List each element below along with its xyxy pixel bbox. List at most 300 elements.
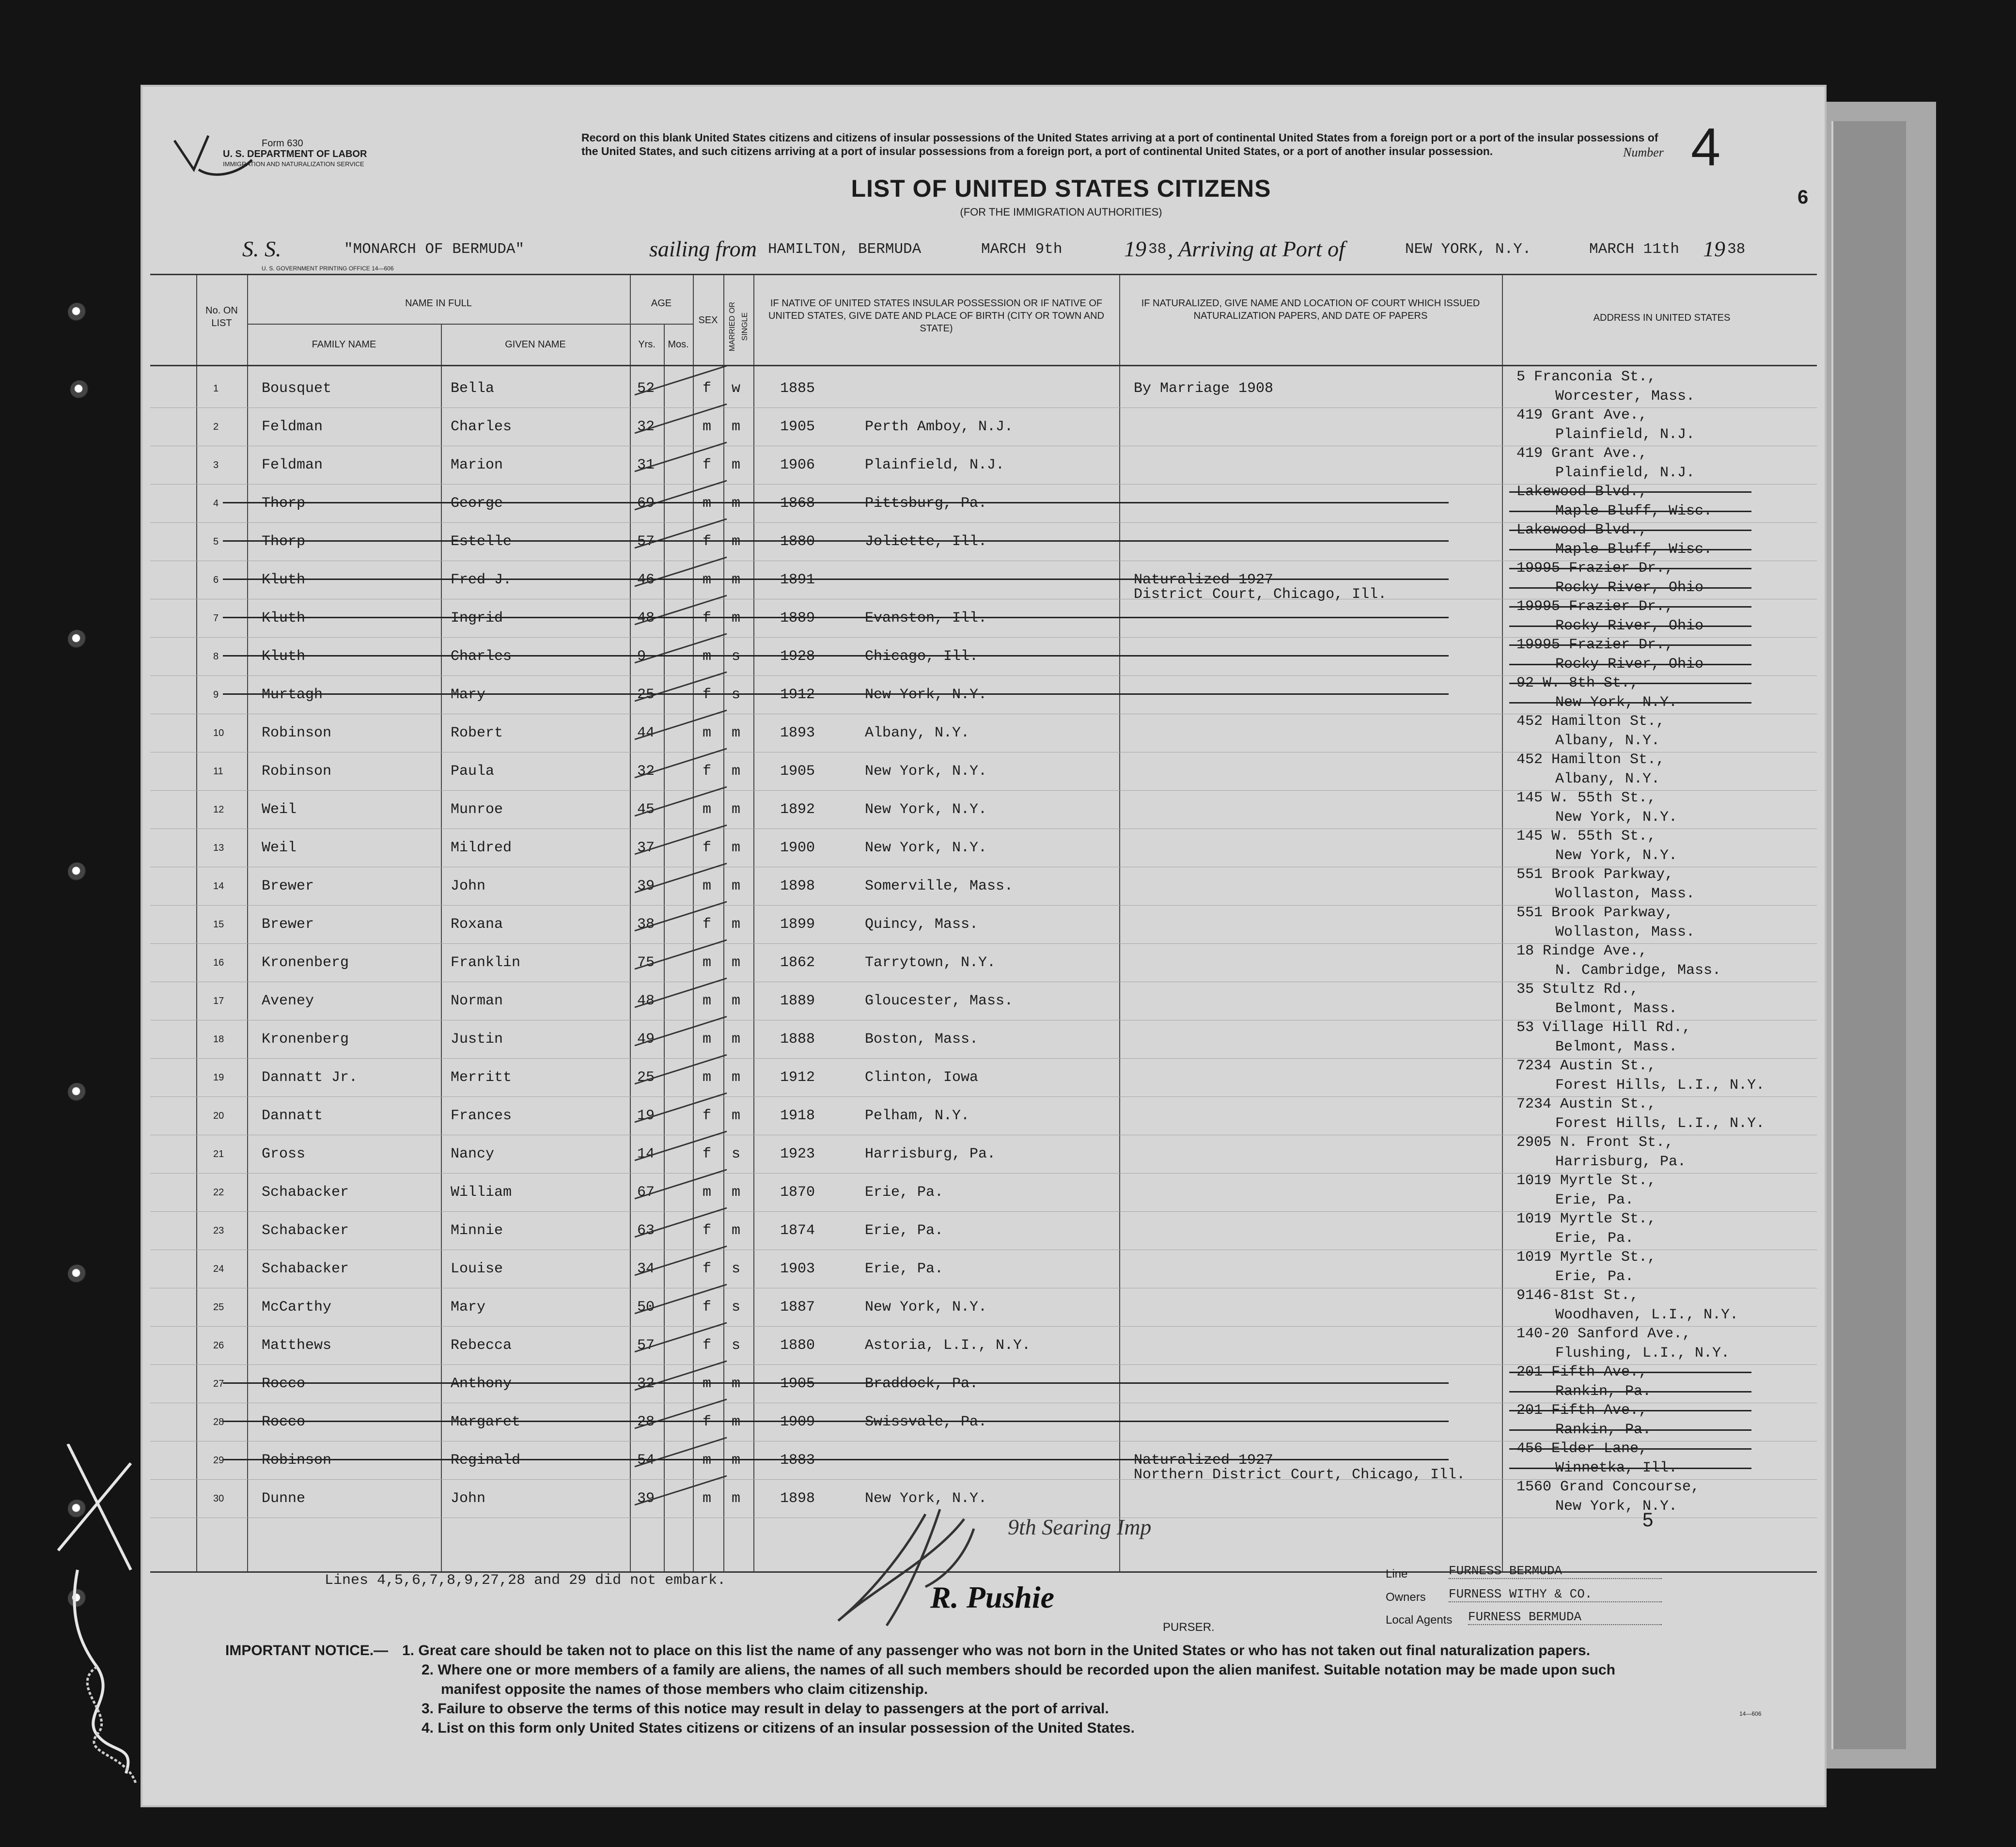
marital-status: m: [732, 1376, 741, 1392]
header-naturalized: IF NATURALIZED, GIVE NAME AND LOCATION OF COURT WHICH ISSUED NATURALIZATION PAPERS, AND DATE OF PAPERS: [1141, 298, 1480, 321]
row-number: 13: [213, 843, 224, 853]
address-city: Rocky River, Ohio: [1555, 656, 1704, 673]
inspector-check-mark: [630, 859, 741, 897]
birth-year: 1862: [780, 955, 815, 971]
birth-place: Chicago, Ill.: [865, 648, 979, 665]
marital-status: s: [732, 1261, 741, 1277]
row-number: 2: [213, 422, 219, 432]
address-street: 5 Franconia St.,: [1516, 369, 1657, 385]
birth-year: 1891: [780, 572, 815, 588]
sex: f: [703, 610, 712, 626]
ss-label: S. S.: [242, 236, 281, 261]
marital-status: m: [732, 1414, 741, 1430]
marital-status: m: [732, 457, 741, 473]
table-row: [150, 1250, 1817, 1288]
family-name: Dannatt: [262, 1108, 323, 1124]
birth-year: 1899: [780, 916, 815, 933]
row-number: 1: [213, 383, 219, 394]
family-name: Kluth: [262, 572, 306, 588]
birth-year: 1885: [780, 380, 815, 397]
address-city: New York, N.Y.: [1555, 809, 1678, 826]
sex: f: [703, 1146, 712, 1162]
sex: f: [703, 457, 712, 473]
sex: f: [703, 1108, 712, 1124]
marital-status: s: [732, 1146, 741, 1162]
strike-through-line: [1509, 549, 1751, 550]
birth-place: Plainfield, N.J.: [865, 457, 1005, 473]
table-row: [150, 1059, 1817, 1096]
family-name: Weil: [262, 801, 297, 818]
inspector-check-mark: [630, 782, 741, 821]
strike-through-line: [1509, 626, 1751, 627]
address-street: 18 Rindge Ave.,: [1516, 943, 1648, 959]
list-number: 4: [1691, 117, 1721, 177]
notice-item-1: 1. Great care should be taken not to place on this list the name of any passenger who was not born in the United States or who has not taken out final naturalization papers.: [402, 1643, 1591, 1659]
marital-status: m: [732, 610, 741, 626]
table-row: [150, 944, 1817, 982]
given-name: Bella: [451, 380, 495, 397]
address-city: Rocky River, Ohio: [1555, 618, 1704, 634]
birth-place: Braddock, Pa.: [865, 1376, 979, 1392]
given-name: Louise: [451, 1261, 503, 1277]
strike-through-line: [1509, 530, 1751, 531]
birth-year: 1903: [780, 1261, 815, 1277]
table-row: [150, 1174, 1817, 1211]
sex: m: [703, 1490, 712, 1507]
naturalization: Naturalized 1927: [1134, 1452, 1274, 1469]
sex: f: [703, 1414, 712, 1430]
row-number: 9: [213, 689, 219, 700]
age-years: 54: [637, 1452, 655, 1469]
address-street: 92 W. 8th St.,: [1516, 675, 1639, 691]
notice-heading: IMPORTANT NOTICE.—: [225, 1643, 389, 1659]
birth-place: New York, N.Y.: [865, 1490, 987, 1507]
age-years: 67: [637, 1184, 655, 1201]
given-name: Charles: [451, 648, 512, 665]
row-number: 23: [213, 1225, 224, 1236]
birth-year: 1928: [780, 648, 815, 665]
form-code: 14—606: [1739, 1710, 1762, 1717]
table-row: [150, 599, 1817, 637]
family-name: Robinson: [262, 725, 332, 741]
row-number: 25: [213, 1302, 224, 1313]
marital-status: s: [732, 648, 741, 665]
address-street: Lakewood Blvd.,: [1516, 484, 1648, 500]
address-city: New York, N.Y.: [1555, 1498, 1678, 1515]
sex: m: [703, 993, 712, 1009]
age-years: 57: [637, 1337, 655, 1354]
given-name: Mary: [451, 1299, 486, 1315]
page-subtitle: (FOR THE IMMIGRATION AUTHORITIES): [960, 206, 1162, 218]
form-number: Form 630: [262, 138, 303, 149]
strike-through-line: [1509, 1372, 1751, 1373]
row-number: 15: [213, 919, 224, 930]
sex: f: [703, 1299, 712, 1315]
strike-through-line: [223, 502, 1449, 503]
given-name: Mary: [451, 687, 486, 703]
birth-place: New York, N.Y.: [865, 840, 987, 856]
table-row: [150, 446, 1817, 484]
family-name: Schabacker: [262, 1222, 349, 1239]
birth-place: Albany, N.Y.: [865, 725, 970, 741]
birth-place: Gloucester, Mass.: [865, 993, 1014, 1009]
address-street: 35 Stultz Rd.,: [1516, 981, 1639, 998]
purser-signature: R. Pushie: [930, 1580, 1055, 1614]
birth-place: New York, N.Y.: [865, 801, 987, 818]
year-prefix: 19: [1124, 236, 1146, 261]
address-street: 1019 Myrtle St.,: [1516, 1249, 1657, 1266]
marital-status: s: [732, 687, 741, 703]
age-years: 28: [637, 1414, 655, 1430]
marital-status: m: [732, 1031, 741, 1048]
binder-hole: [68, 1265, 86, 1283]
marital-status: m: [732, 916, 741, 933]
binder-string: [39, 1444, 145, 1783]
inspector-check-mark: [630, 897, 741, 936]
address-city: Winnetka, Ill.: [1555, 1460, 1678, 1476]
marital-status: w: [732, 380, 741, 397]
sex: f: [703, 380, 712, 397]
row-number: 11: [213, 766, 223, 777]
family-name: Aveney: [262, 993, 314, 1009]
inspector-check-mark: [630, 1280, 741, 1318]
header-family-name: FAMILY NAME: [312, 339, 376, 350]
table-row: [150, 1212, 1817, 1250]
inspector-check-mark: [630, 1050, 741, 1089]
address-street: 1560 Grand Concourse,: [1516, 1479, 1700, 1495]
birth-place: Joliette, Ill.: [865, 533, 987, 550]
marital-status: m: [732, 533, 741, 550]
row-number: 30: [213, 1493, 224, 1504]
strike-through-line: [1509, 587, 1751, 589]
birth-year: 1909: [780, 1414, 815, 1430]
family-name: Gross: [262, 1146, 306, 1162]
strike-through-line: [223, 579, 1449, 580]
inspector-check-mark: [630, 1127, 741, 1165]
address-note: 5: [1642, 1509, 1654, 1531]
header-months: Mos.: [668, 339, 689, 350]
birth-year: 1888: [780, 1031, 815, 1048]
table-row: [150, 1327, 1817, 1364]
department-seal-mark: [170, 131, 266, 189]
strike-through-line: [1509, 1410, 1751, 1411]
sex: m: [703, 801, 712, 818]
address-street: 7234 Austin St.,: [1516, 1096, 1657, 1112]
marital-status: m: [732, 801, 741, 818]
age-years: 38: [637, 916, 655, 933]
row-number: 21: [213, 1149, 224, 1159]
address-city: Erie, Pa.: [1555, 1192, 1634, 1208]
address-street: 19995 Frazier Dr.,: [1516, 560, 1674, 577]
birth-place: Swissvale, Pa.: [865, 1414, 987, 1430]
age-years: 57: [637, 533, 655, 550]
age-years: 32: [637, 763, 655, 780]
address-street: 452 Hamilton St.,: [1516, 751, 1665, 768]
address-street: 419 Grant Ave.,: [1516, 407, 1648, 423]
age-years: 19: [637, 1108, 655, 1124]
birth-year: 1889: [780, 610, 815, 626]
purser-label: PURSER.: [1163, 1621, 1215, 1634]
marital-status: m: [732, 1222, 741, 1239]
header-birth: IF NATIVE OF UNITED STATES INSULAR POSSESSION OR IF NATIVE OF UNITED STATES, GIVE DATE AND PLACE OF BIRTH (CITY OR TOWN AND STATE): [768, 298, 1105, 334]
strike-through-line: [1509, 664, 1751, 665]
table-row: [150, 1135, 1817, 1173]
address-city: Erie, Pa.: [1555, 1268, 1634, 1285]
birth-year: 1905: [780, 419, 815, 435]
address-street: 201 Fifth Ave.,: [1516, 1364, 1648, 1380]
address-city: Rankin, Pa.: [1555, 1383, 1652, 1400]
address-street: 1019 Myrtle St.,: [1516, 1173, 1657, 1189]
birth-year: 1912: [780, 1069, 815, 1086]
age-years: 39: [637, 878, 655, 894]
page-title: LIST OF UNITED STATES CITIZENS: [851, 175, 1271, 202]
given-name: Anthony: [451, 1376, 512, 1392]
strike-through-line: [223, 693, 1449, 695]
row-number: 6: [213, 575, 219, 585]
inspector-check-mark: [630, 361, 741, 400]
sex: m: [703, 1031, 712, 1048]
header-no-on-list: No. ON LIST: [205, 305, 238, 329]
strike-through-line: [223, 1459, 1449, 1460]
arriving-label: , Arriving at Port of: [1168, 236, 1345, 261]
family-name: Kluth: [262, 610, 306, 626]
address-city: Maple Bluff, Wisc.: [1555, 503, 1713, 519]
row-number: 14: [213, 881, 224, 892]
address-city: Woodhaven, L.I., N.Y.: [1555, 1307, 1739, 1323]
birth-place: Quincy, Mass.: [865, 916, 979, 933]
birth-place: New York, N.Y.: [865, 687, 987, 703]
birth-place: Pittsburg, Pa.: [865, 495, 987, 512]
header-address: ADDRESS IN UNITED STATES: [1593, 313, 1731, 323]
address-city: Plainfield, N.J.: [1555, 426, 1695, 443]
owners-label: Owners: [1386, 1591, 1426, 1604]
sail-year: 38: [1148, 241, 1167, 258]
marital-status: m: [732, 419, 741, 435]
manifest-page: [141, 85, 1827, 1807]
address-city: Erie, Pa.: [1555, 1230, 1634, 1247]
back-sheet-edge: [1831, 121, 1906, 1749]
inspector-check-mark: [630, 744, 741, 783]
age-years: 37: [637, 840, 655, 856]
given-name: John: [451, 878, 486, 894]
address-street: 1019 Myrtle St.,: [1516, 1211, 1657, 1227]
birth-place: New York, N.Y.: [865, 1299, 987, 1315]
binder-hole: [68, 1083, 86, 1101]
family-name: McCarthy: [262, 1299, 332, 1315]
table-row: [150, 370, 1817, 407]
sex: f: [703, 763, 712, 780]
age-years: 32: [637, 419, 655, 435]
address-street: 19995 Frazier Dr.,: [1516, 598, 1674, 615]
sex: f: [703, 1261, 712, 1277]
given-name: William: [451, 1184, 512, 1201]
inspector-check-mark: [630, 514, 741, 553]
address-city: Plainfield, N.J.: [1555, 465, 1695, 481]
naturalization-court: Northern District Court, Chicago, Ill.: [1134, 1467, 1466, 1483]
age-years: 50: [637, 1299, 655, 1315]
destination-port: NEW YORK, N.Y.: [1405, 241, 1532, 258]
notice-item-2-continued: manifest opposite the names of those members who claim citizenship.: [441, 1681, 928, 1697]
address-city: Harrisburg, Pa.: [1555, 1154, 1687, 1170]
birth-year: 1905: [780, 763, 815, 780]
given-name: Rebecca: [451, 1337, 512, 1354]
given-name: Roxana: [451, 916, 503, 933]
family-name: Rocco: [262, 1414, 306, 1430]
line-label: Line: [1386, 1567, 1408, 1581]
inspector-check-mark: [630, 705, 741, 744]
inspector-check-mark: [630, 1088, 741, 1127]
birth-place: Erie, Pa.: [865, 1222, 944, 1239]
sex: f: [703, 1337, 712, 1354]
address-city: Worcester, Mass.: [1555, 388, 1695, 405]
strike-through-line: [1509, 683, 1751, 684]
age-years: 25: [637, 1069, 655, 1086]
did-not-embark-note: Lines 4,5,6,7,8,9,27,28 and 29 did not embark.: [325, 1572, 726, 1589]
age-years: 34: [637, 1261, 655, 1277]
sail-date: MARCH 9th: [981, 241, 1063, 258]
family-name: Rocco: [262, 1376, 306, 1392]
passenger-table: [150, 274, 1817, 1573]
marital-status: m: [732, 572, 741, 588]
strike-through-line: [1509, 1468, 1751, 1469]
family-name: Kluth: [262, 648, 306, 665]
family-name: Bousquet: [262, 380, 332, 397]
birth-place: Boston, Mass.: [865, 1031, 979, 1048]
family-name: Feldman: [262, 419, 323, 435]
sex: f: [703, 533, 712, 550]
row-number: 18: [213, 1034, 224, 1045]
marital-status: m: [732, 840, 741, 856]
table-row: [150, 867, 1817, 905]
age-years: 31: [637, 457, 655, 473]
marital-status: m: [732, 1184, 741, 1201]
birth-place: Clinton, Iowa: [865, 1069, 979, 1086]
family-name: Brewer: [262, 916, 314, 933]
inspector-check-mark: [630, 591, 741, 629]
inspector-check-mark: [630, 399, 741, 438]
number-label: Number: [1623, 145, 1664, 159]
address-city: Forest Hills, L.I., N.Y.: [1555, 1115, 1765, 1132]
address-city: Rankin, Pa.: [1555, 1422, 1652, 1438]
address-street: 452 Hamilton St.,: [1516, 713, 1665, 730]
family-name: Dunne: [262, 1490, 306, 1507]
inspector-check-mark: [630, 1433, 741, 1471]
sex: m: [703, 725, 712, 741]
inspector-check-mark: [630, 1318, 741, 1357]
family-name: Kronenberg: [262, 955, 349, 971]
address-street: 140-20 Sanford Ave.,: [1516, 1326, 1691, 1342]
binder-hole: [70, 380, 89, 399]
birth-year: 1918: [780, 1108, 815, 1124]
given-name: Nancy: [451, 1146, 495, 1162]
department-name: U. S. DEPARTMENT OF LABOR: [223, 149, 367, 159]
inspector-check-mark: [630, 935, 741, 974]
given-name: Norman: [451, 993, 503, 1009]
given-name: Robert: [451, 725, 503, 741]
birth-year: 1874: [780, 1222, 815, 1239]
address-street: 7234 Austin St.,: [1516, 1058, 1657, 1074]
family-name: Robinson: [262, 763, 332, 780]
table-row: [150, 714, 1817, 752]
inspector-check-mark: [630, 1012, 741, 1050]
birth-year: 1883: [780, 1452, 815, 1469]
birth-place: Perth Amboy, N.J.: [865, 419, 1014, 435]
birth-place: Pelham, N.Y.: [865, 1108, 970, 1124]
age-years: 32: [637, 1376, 655, 1392]
birth-place: Astoria, L.I., N.Y.: [865, 1337, 1031, 1354]
birth-year: 1868: [780, 495, 815, 512]
strike-through-line: [223, 1421, 1449, 1422]
sailing-label: sailing from: [649, 236, 757, 261]
sex: m: [703, 648, 712, 665]
row-number: 5: [213, 536, 219, 547]
strike-through-line: [223, 617, 1449, 618]
table-row: [150, 560, 1817, 603]
birth-year: 1880: [780, 1337, 815, 1354]
family-name: Thorp: [262, 533, 306, 550]
marital-status: s: [732, 1337, 741, 1354]
age-years: 69: [637, 495, 655, 512]
service-name: IMMIGRATION AND NATURALIZATION SERVICE: [223, 160, 364, 168]
address-city: Rocky River, Ohio: [1555, 579, 1704, 596]
birth-year: 1893: [780, 725, 815, 741]
table-row: [150, 752, 1817, 790]
inspector-check-mark: [630, 438, 741, 476]
sex: m: [703, 572, 712, 588]
naturalization-court: District Court, Chicago, Ill.: [1134, 586, 1387, 603]
year-prefix: 19: [1703, 236, 1725, 261]
address-city: Forest Hills, L.I., N.Y.: [1555, 1077, 1765, 1094]
address-street: 2905 N. Front St.,: [1516, 1134, 1674, 1151]
strike-through-line: [223, 540, 1449, 542]
age-years: 25: [637, 687, 655, 703]
table-row: [150, 982, 1817, 1020]
table-row: [150, 1020, 1817, 1058]
family-name: Murtagh: [262, 687, 323, 703]
address-street: 456 Elder Lane,: [1516, 1440, 1648, 1457]
inspector-check-mark: [630, 1165, 741, 1204]
inspector-check-mark: [630, 973, 741, 1012]
arrival-year: 38: [1727, 241, 1746, 258]
notice-item-3: 3. Failure to observe the terms of this notice may result in delay to passengers at the port of arrival.: [422, 1701, 1109, 1717]
table-row: [150, 829, 1817, 867]
header-married-single: MARRIED OR SINGLE: [728, 301, 749, 352]
inspector-check-mark: [630, 476, 741, 515]
marital-status: m: [732, 1069, 741, 1086]
strike-through-line: [1509, 702, 1751, 704]
family-name: Schabacker: [262, 1261, 349, 1277]
strike-through-line: [223, 655, 1449, 657]
inspector-check-mark: [630, 820, 741, 859]
row-number: 17: [213, 996, 224, 1006]
table-row: [150, 1365, 1817, 1403]
table-row: [150, 638, 1817, 675]
inspector-check-mark: [630, 552, 741, 591]
family-name: Kronenberg: [262, 1031, 349, 1048]
notice-item-2: 2. Where one or more members of a family are aliens, the names of all such members should be recorded upon the alien manifest. Suitable notation may be made upon such: [422, 1662, 1615, 1678]
birth-place: Tarrytown, N.Y.: [865, 955, 996, 971]
address-city: Albany, N.Y.: [1555, 733, 1660, 749]
marital-status: m: [732, 495, 741, 512]
birth-year: 1905: [780, 1376, 815, 1392]
age-years: 39: [637, 1490, 655, 1507]
address-city: Wollaston, Mass.: [1555, 924, 1695, 940]
page-number: 6: [1797, 187, 1809, 208]
given-name: Justin: [451, 1031, 503, 1048]
family-name: Dannatt Jr.: [262, 1069, 358, 1086]
table-row: [150, 1288, 1817, 1326]
family-name: Weil: [262, 840, 297, 856]
